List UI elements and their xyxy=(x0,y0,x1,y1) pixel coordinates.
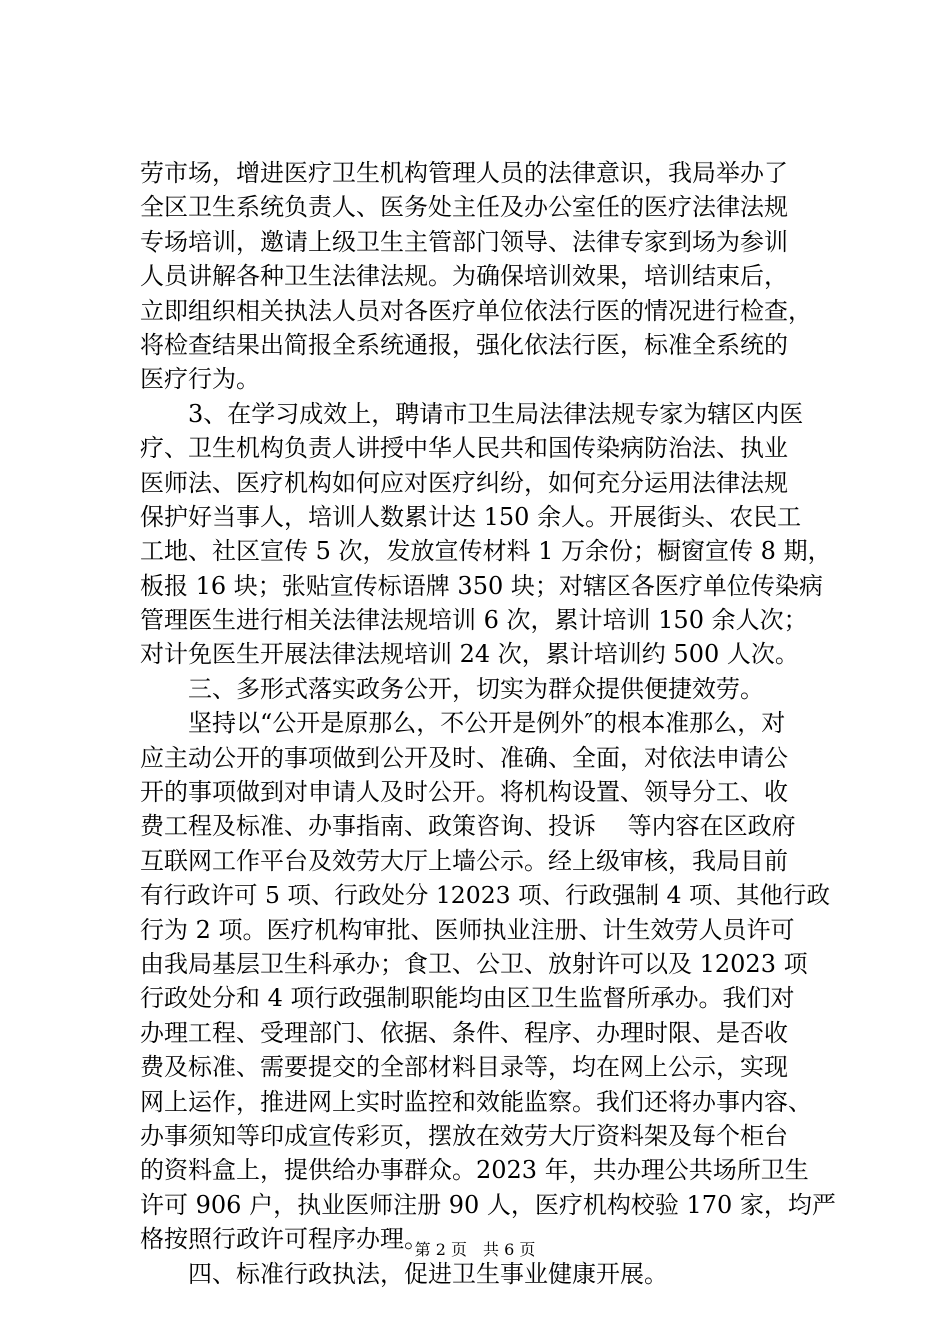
paragraph-line: 医师法、医疗机构如何应对医疗纠纷，如何充分运用法律法规 xyxy=(140,468,788,497)
document-body xyxy=(140,156,840,1291)
paragraph-line: 保护好当事人，培训人数累计达 150 余人。开展街头、农民工 xyxy=(140,502,802,531)
paragraph-line: 板报 16 块；张贴宣传标语牌 350 块；对辖区各医疗单位传染病 xyxy=(140,571,823,600)
section-heading: 三、多形式落实政务公开，切实为群众提供便捷效劳。 xyxy=(188,674,764,703)
paragraph-line: 立即组织相关执法人员对各医疗单位依法行医的情况进行检查， xyxy=(140,296,812,325)
paragraph-line: 工地、社区宣传 5 次，发放宣传材料 1 万余份；橱窗宣传 8 期， xyxy=(140,537,832,566)
paragraph-line: 行政处分和 4 项行政强制职能均由区卫生监督所承办。我们对 xyxy=(140,984,795,1013)
paragraph-line: 全区卫生系统负责人、医务处主任及办公室任的医疗法律法规 xyxy=(140,193,788,222)
paragraph-line: 坚持以“公开是原那么，不公开是例外″的根本准那么，对 xyxy=(188,709,786,738)
paragraph-line: 办理工程、受理部门、依据、条件、程序、办理时限、是否收 xyxy=(140,1018,788,1047)
paragraph-line: 劳市场，增进医疗卫生机构管理人员的法律意识，我局举办了 xyxy=(140,159,788,187)
paragraph-line: 管理医生进行相关法律法规培训 6 次，累计培训 150 余人次； xyxy=(140,606,808,635)
paragraph-line: 费工程及标准、办事指南、政策咨询、投诉 等内容在区政府 xyxy=(140,812,796,841)
page-footer: 第 2 页 共 6 页 xyxy=(414,1240,536,1259)
paragraph-line: 网上运作，推进网上实时监控和效能监察。我们还将办事内容、 xyxy=(140,1087,812,1116)
paragraph-line: 行为 2 项。医疗机构审批、医师执业注册、计生效劳人员许可 xyxy=(140,915,795,944)
paragraph-line: 办事须知等印成宣传彩页，摆放在效劳大厅资料架及每个柜台 xyxy=(140,1121,788,1150)
paragraph-line: 疗、卫生机构负责人讲授中华人民共和国传染病防治法、执业 xyxy=(140,434,788,463)
paragraph-line: 许可 906 户，执业医师注册 90 人，医疗机构校验 170 家，均严 xyxy=(140,1190,836,1219)
section-heading: 四、标准行政执法，促进卫生事业健康开展。 xyxy=(188,1259,668,1288)
paragraph-line: 应主动公开的事项做到公开及时、准确、全面，对依法申请公 xyxy=(140,743,788,772)
paragraph-line: 专场培训，邀请上级卫生主管部门领导、法律专家到场为参训 xyxy=(140,227,788,256)
paragraph-line: 互联网工作平台及效劳大厅上墙公示。经上级审核，我局目前 xyxy=(140,846,788,875)
paragraph-line: 由我局基层卫生科承办；食卫、公卫、放射许可以及 12023 项 xyxy=(140,949,808,978)
paragraph-line: 的资料盒上，提供给办事群众。2023 年，共办理公共场所卫生 xyxy=(140,1156,809,1185)
paragraph-line: 对计免医生开展法律法规培训 24 次，累计培训约 500 人次。 xyxy=(140,640,799,669)
paragraph-line: 开的事项做到对申请人及时公开。将机构设置、领导分工、收 xyxy=(140,778,788,807)
paragraph-line: 费及标准、需要提交的全部材料目录等，均在网上公示，实现 xyxy=(140,1053,788,1082)
paragraph-line: 3、在学习成效上，聘请市卫生局法律法规专家为辖区内医 xyxy=(188,399,804,428)
paragraph-line: 人员讲解各种卫生法律法规。为确保培训效果，培训结束后， xyxy=(140,262,788,291)
paragraph-line: 有行政许可 5 项、行政处分 12023 项、行政强制 4 项、其他行政 xyxy=(140,881,830,910)
paragraph-line: 格按照行政许可程序办理。 xyxy=(140,1225,428,1254)
paragraph-line: 医疗行为。 xyxy=(140,365,260,394)
paragraph-line: 将检查结果出简报全系统通报，强化依法行医，标准全系统的 xyxy=(140,330,788,359)
